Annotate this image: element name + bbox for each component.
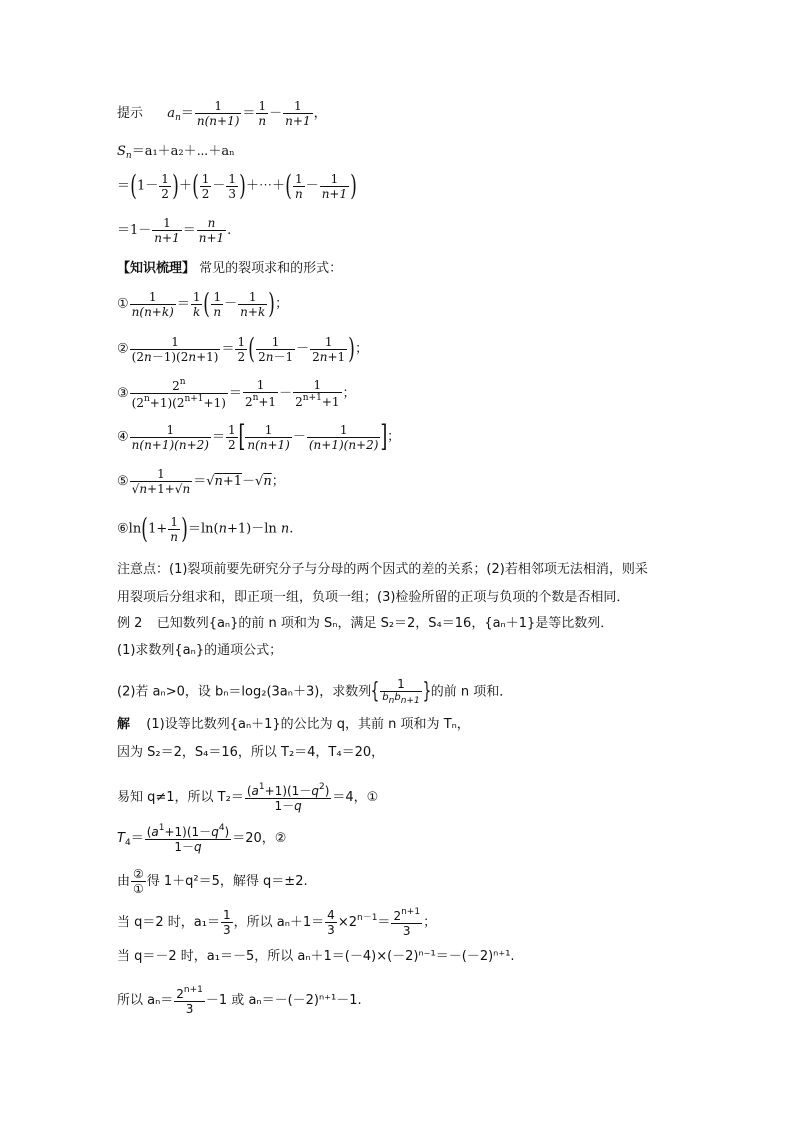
notes-line-1: 注意点：(1)裂项前要先研究分子与分母的两个因式的差的关系；(2)若相邻项无法相消，则采 xyxy=(117,562,648,577)
a-n: $a_n$ xyxy=(167,106,181,123)
solution-label: 解 xyxy=(117,717,131,732)
solution-line-1: 解 (1)设等比数列{aₙ＋1}的公比为 q，其前 n 项和为 Tₙ， xyxy=(117,717,470,732)
notes-line-2: 用裂项后分组求和，即正项一组，负项一组；(3)检验所留的正项与负项的个数是否相同． xyxy=(117,590,630,605)
knowledge-item-2: ② $\frac{1}{(2n-1)(2n+1)}$ ＝ $\frac{1}{2}$ ( $\frac{1}{2n-1}$ － $\frac{1}{2n+1}$ )； xyxy=(117,332,369,365)
example-q2: (2)若 aₙ>0，设 bₙ＝log₂(3aₙ＋3)，求数列{ $\frac{1}{b_nb_{n+1}}$ }的前 n 项和． xyxy=(117,677,513,706)
knowledge-item-6: ⑥ln(1+ $\frac{1}{n}$ )＝ln(n+1)－ln n. xyxy=(117,512,294,545)
solution-line-3: 易知 q≠1，所以 T₂＝ $\frac{(a^1+1)(1-q^2)}{1-q}$ ＝4，① xyxy=(117,782,379,813)
knowledge-item-3: ③ $\frac{2^n}{(2^n+1)(2^{n+1}+1)}$ ＝ $\frac{1}{2^n+1}$ － $\frac{1}{2^{n+1}+1}$ ； xyxy=(117,377,356,410)
knowledge-title: 【知识梳理】 xyxy=(117,261,196,276)
hint-line-2: $S_n=a_1+a_2+\cdots+a_n$ xyxy=(117,144,235,161)
solution-line-8: 所以 aₙ＝ $\frac{2^{n+1}}{3}$ －1 或 aₙ＝－(－2)ⁿ⁺¹－1. xyxy=(117,985,362,1016)
hint-label: 提示 xyxy=(117,106,144,121)
example-label: 例 2 xyxy=(117,616,143,631)
hint-frac-2: $\frac{1}{n}$ xyxy=(258,99,267,128)
example-stmt: 已知数列{aₙ}的前 n 项和为 Sₙ，满足 S₂＝2，S₄＝16，{aₙ＋1}是等比数列． xyxy=(156,616,614,631)
hint-line-3: ＝(1－ $\frac{1}{2}$ )＋( $\frac{1}{2}$ － $\frac{1}{3}$ )＋⋯＋( $\frac{1}{n}$ － $\frac{1}{n+1}$ ) xyxy=(117,169,357,202)
hint-line-4: ＝1－ $\frac{1}{n+1}$ ＝ $\frac{n}{n+1}$ . xyxy=(117,216,232,245)
solution-line-2: 因为 S₂＝2，S₄＝16，所以 T₂＝4，T₄＝20， xyxy=(117,745,385,760)
knowledge-heading xyxy=(117,262,342,275)
solution-line-5: 由 $\frac{\text{②}}{\text{①}}$ 得 1＋q²＝5，解得 q＝±2. xyxy=(117,867,308,896)
hint-line-1: 提示 $a_n=$ $\frac{1}{n(n+1)}$ ＝ $\frac{1}{n}$ － $\frac{1}{n+1}$ ， xyxy=(117,99,327,128)
solution-line-7: 当 q＝－2 时，a₁＝－5，所以 aₙ＋1＝(－4)×(－2)ⁿ⁻¹＝－(－2)ⁿ⁺¹. xyxy=(117,949,515,964)
knowledge-item-4: ④ $\frac{1}{n(n+1)(n+2)}$ ＝ $\frac{1}{2}$ [ $\frac{1}{n(n+1)}$ － $\frac{1}{(n+1)(n+2)}$ ]； xyxy=(117,419,401,454)
knowledge-intro: 常见的裂项求和的形式： xyxy=(199,261,343,276)
solution-line-4: $T_4=$ $\frac{(a^1+1)(1-q^4)}{1-q}$ ＝20，② xyxy=(117,823,287,854)
example-q1: (1)求数列{aₙ}的通项公式； xyxy=(117,643,283,658)
hint-frac-3: $\frac{1}{n+1}$ xyxy=(285,99,311,128)
example-statement xyxy=(117,617,613,630)
hint-frac-1: $\frac{1}{n(n+1)}$ xyxy=(196,99,240,128)
knowledge-item-5: ⑤ $\frac{1}{√n+1+√n}$ ＝√n+1－√n； xyxy=(117,467,285,496)
hint-sn-sum: ＝a₁＋a₂＋⋯＋aₙ xyxy=(131,144,235,159)
knowledge-item-1: ① $\frac{1}{n(n+k)}$ ＝ $\frac{1}{k}$ ( $\frac{1}{n}$ － $\frac{1}{n+k}$ )； xyxy=(117,287,289,320)
solution-line-6: 当 q＝2 时，a₁＝ $\frac{1}{3}$ ，所以 aₙ＋1＝ $\frac{4}{3}$ $\times 2^{n-1}=$ $\frac{2^{n+1}}{3}$ ； xyxy=(117,907,437,938)
